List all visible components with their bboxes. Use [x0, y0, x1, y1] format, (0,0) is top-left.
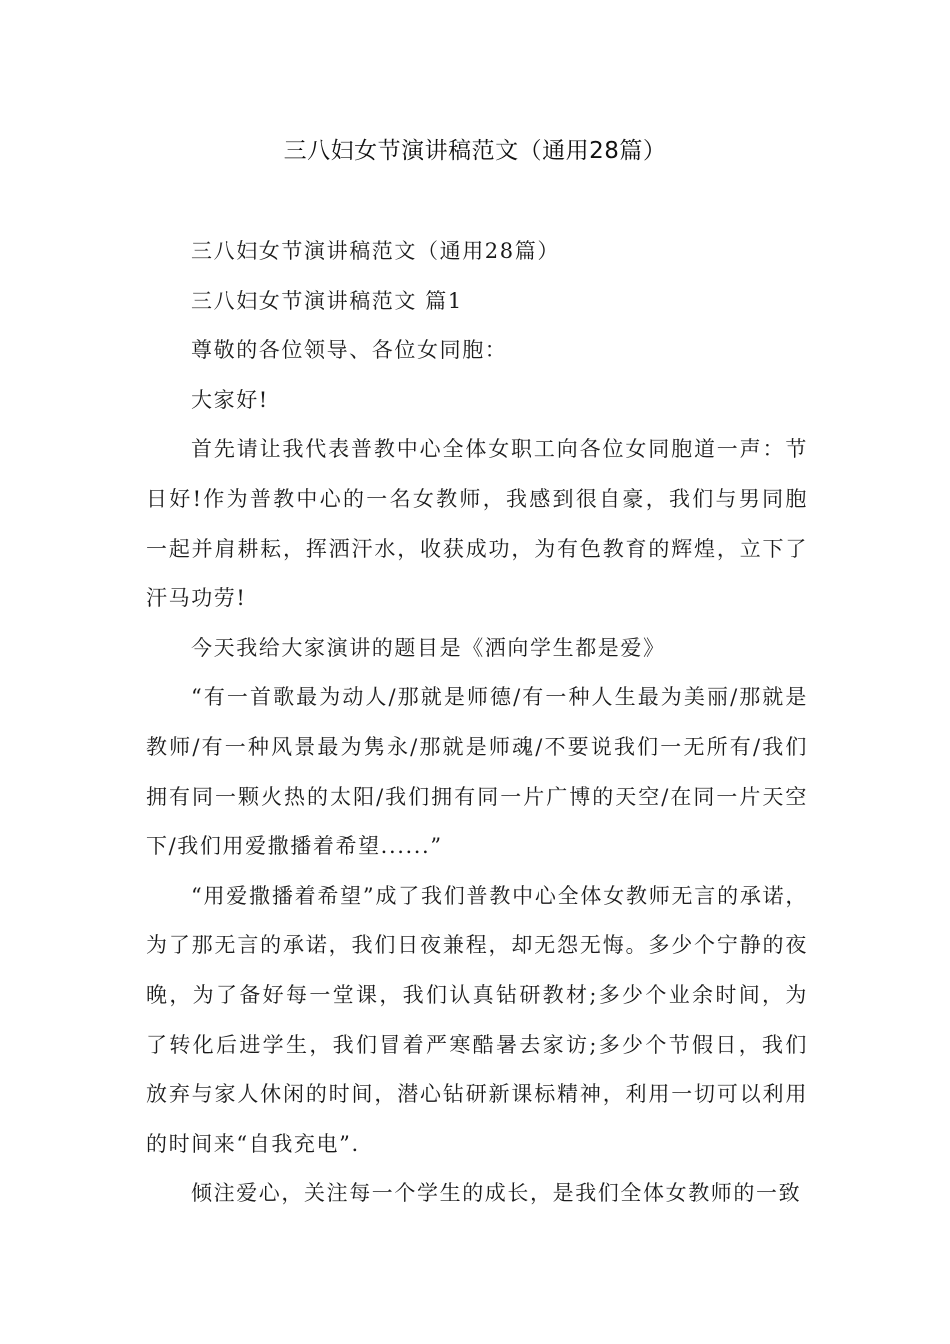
paragraph: “用爱撒播着希望”成了我们普教中心全体女教师无言的承诺，为了那无言的承诺，我们日夜兼程，却无怨无悔。多少个宁静的夜晚，为了备好每一堂课，我们认真钻研教材;多少个业余时间，为了转化后进学生，我们冒着严寒酷暑去家访;多少个节假日，我们放弃与家人休闲的时间，潜心钻研新课标精神，利用一切可以利用的时间来“自我充电”. — [146, 883, 808, 1156]
paragraph-greeting: 大家好! — [191, 387, 269, 412]
paragraph: 今天我给大家演讲的题目是《洒向学生都是爱》 — [191, 635, 666, 660]
paragraph: 倾注爱心，关注每一个学生的成长，是我们全体女教师的一致 — [191, 1181, 802, 1206]
document-body — [146, 227, 808, 1219]
paragraph-poem-quote: “有一首歌最为动人/那就是师德/有一种人生最为美丽/那就是教师/有一种风景最为隽永/那就是师魂/不要说我们一无所有/我们拥有同一颗火热的太阳/我们拥有同一片广博的天空/在同一片天空下/我们用爱撒播着希望......” — [146, 685, 808, 859]
paragraph-section-heading: 三八妇女节演讲稿范文 篇1 — [191, 288, 463, 313]
document-title: 三八妇女节演讲稿范文（通用28篇） — [283, 138, 667, 164]
paragraph-subtitle: 三八妇女节演讲稿范文（通用28篇） — [191, 239, 560, 263]
paragraph-salutation: 尊敬的各位领导、各位女同胞： — [191, 338, 508, 363]
paragraph: 首先请让我代表普教中心全体女职工向各位女同胞道一声：节日好!作为普教中心的一名女教师，我感到很自豪，我们与男同胞一起并肩耕耘，挥洒汗水，收获成功，为有色教育的辉煌，立下了汗马功劳! — [146, 437, 808, 611]
